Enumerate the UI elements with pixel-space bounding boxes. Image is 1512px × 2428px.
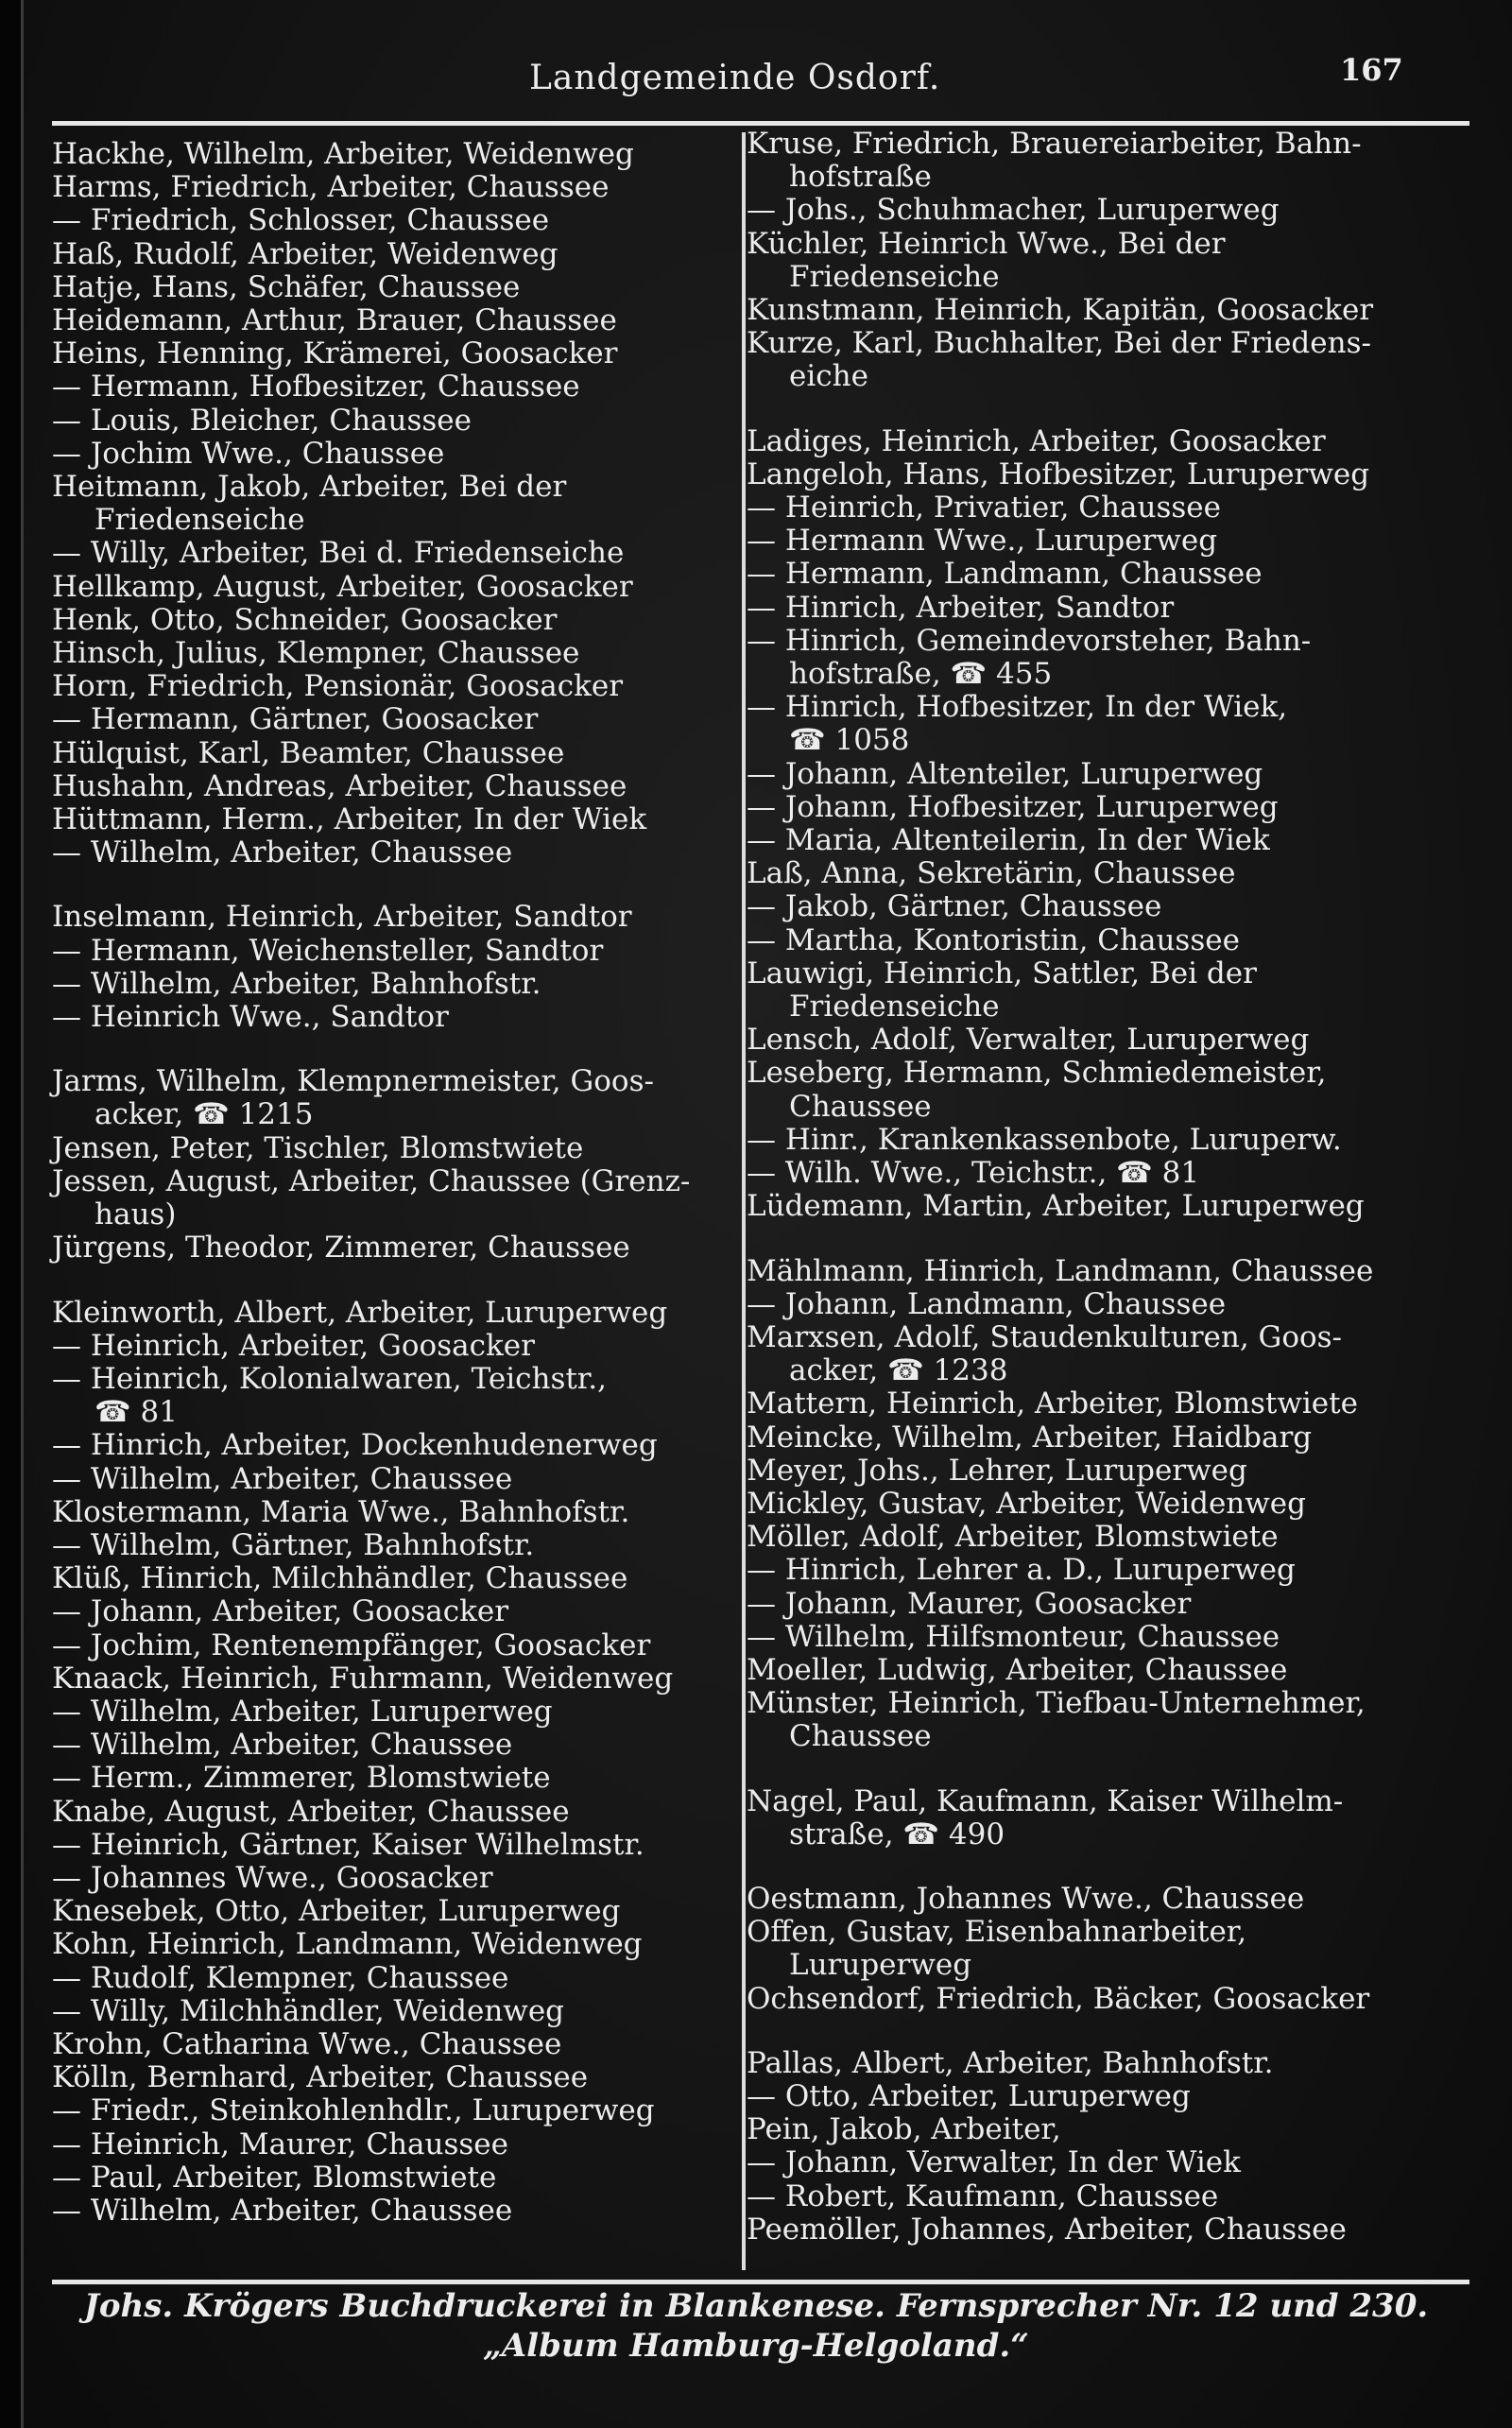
directory-entry: Lüdemann, Martin, Arbeiter, Luruperweg	[747, 1189, 1365, 1224]
page-number: 167	[1340, 52, 1403, 88]
directory-entry: — Hermann, Landmann, Chaussee	[747, 557, 1263, 592]
directory-entry: — Robert, Kaufmann, Chaussee	[747, 2178, 1219, 2213]
directory-entry: — Johann, Maurer, Goosacker	[747, 1586, 1192, 1621]
directory-entry: Mählmann, Hinrich, Landmann, Chaussee	[747, 1253, 1374, 1288]
directory-entry: — Heinrich, Maurer, Chaussee	[52, 2127, 508, 2161]
directory-entry: — Friedrich, Schlosser, Chaussee	[52, 203, 550, 238]
directory-entry: Münster, Heinrich, Tiefbau-Unternehmer,	[747, 1686, 1366, 1721]
directory-entry: — Jochim, Rentenempfänger, Goosacker	[52, 1627, 651, 1662]
directory-entry: Kölln, Bernhard, Arbeiter, Chaussee	[52, 2060, 589, 2095]
directory-entry: — Willy, Arbeiter, Bei d. Friedenseiche	[52, 536, 625, 571]
directory-entry: Kleinworth, Albert, Arbeiter, Luruperweg	[52, 1295, 668, 1330]
directory-entry: — Wilhelm, Arbeiter, Bahnhofstr.	[52, 966, 541, 1001]
directory-entry: hofstraße	[789, 160, 932, 195]
directory-entry: Klüß, Hinrich, Milchhändler, Chaussee	[52, 1561, 628, 1596]
directory-entry: Ladiges, Heinrich, Arbeiter, Goosacker	[747, 423, 1326, 458]
directory-entry: Hushahn, Andreas, Arbeiter, Chaussee	[52, 768, 627, 803]
directory-entry: — Hermann, Weichensteller, Sandtor	[52, 933, 604, 968]
directory-entry: — Jakob, Gärtner, Chaussee	[747, 889, 1162, 924]
directory-entry: — Hermann Wwe., Luruperweg	[747, 524, 1218, 559]
directory-entry: Mickley, Gustav, Arbeiter, Weidenweg	[747, 1486, 1306, 1521]
directory-entry: — Herm., Zimmerer, Blomstwiete	[52, 1761, 551, 1796]
directory-entry: Lensch, Adolf, Verwalter, Luruperweg	[747, 1023, 1310, 1058]
directory-entry: — Wilhelm, Gärtner, Bahnhofstr.	[52, 1527, 535, 1562]
directory-entry: Hatje, Hans, Schäfer, Chaussee	[52, 269, 521, 304]
directory-entry: Leseberg, Hermann, Schmiedemeister,	[747, 1056, 1327, 1091]
footer-album: „Album Hamburg-Helgoland.“	[483, 2327, 1029, 2365]
directory-entry: Harms, Friedrich, Arbeiter, Chaussee	[52, 170, 610, 205]
directory-entry: Möller, Adolf, Arbeiter, Blomstwiete	[747, 1520, 1279, 1555]
directory-entry: — Maria, Altenteilerin, In der Wiek	[747, 823, 1270, 858]
directory-entry: — Hermann, Gärtner, Goosacker	[52, 702, 539, 737]
directory-entry: ☎ 1058	[789, 723, 910, 758]
directory-entry: Kurze, Karl, Buchhalter, Bei der Friedens-	[747, 326, 1371, 361]
directory-entry: Jürgens, Theodor, Zimmerer, Chaussee	[52, 1231, 630, 1266]
directory-entry: Friedenseiche	[94, 503, 305, 538]
directory-entry: — Jochim Wwe., Chaussee	[52, 436, 445, 471]
directory-entry: — Otto, Arbeiter, Luruperweg	[747, 2078, 1191, 2113]
directory-entry: Pallas, Albert, Arbeiter, Bahnhofstr.	[747, 2045, 1274, 2080]
directory-entry: Kunstmann, Heinrich, Kapitän, Goosacker	[747, 293, 1374, 328]
directory-entry: — Johannes Wwe., Goosacker	[52, 1860, 493, 1895]
directory-entry: — Johann, Landmann, Chaussee	[747, 1286, 1227, 1321]
directory-entry: — Heinrich, Kolonialwaren, Teichstr.,	[52, 1361, 607, 1396]
directory-entry: Chaussee	[789, 1089, 932, 1124]
directory-entry: haus)	[94, 1197, 177, 1232]
directory-entry: Ochsendorf, Friedrich, Bäcker, Goosacker	[747, 1981, 1370, 2016]
directory-entry: — Hinrich, Arbeiter, Sandtor	[747, 590, 1175, 625]
directory-entry: straße, ☎ 490	[789, 1817, 1005, 1851]
directory-entry: — Wilh. Wwe., Teichstr., ☎ 81	[747, 1156, 1200, 1191]
directory-entry: Oestmann, Johannes Wwe., Chaussee	[747, 1881, 1305, 1916]
column-divider	[742, 132, 746, 2270]
directory-entry: — Paul, Arbeiter, Blomstwiete	[52, 2160, 497, 2195]
directory-entry: — Johann, Altenteiler, Luruperweg	[747, 756, 1263, 791]
directory-entry: — Wilhelm, Arbeiter, Chaussee	[52, 835, 513, 870]
directory-entry: — Hinr., Krankenkassenbote, Luruperw.	[747, 1122, 1342, 1157]
directory-entry: eiche	[789, 359, 868, 394]
directory-entry: Laß, Anna, Sekretärin, Chaussee	[747, 856, 1236, 891]
directory-entry: — Wilhelm, Arbeiter, Chaussee	[52, 2193, 513, 2228]
directory-entry: Hackhe, Wilhelm, Arbeiter, Weidenweg	[52, 137, 634, 171]
footer-imprint: Johs. Krögers Buchdruckerei in Blankenese. Fernsprecher Nr. 12 und 230.	[83, 2287, 1429, 2325]
directory-entry: — Friedr., Steinkohlenhdlr., Luruperweg	[52, 2093, 655, 2128]
directory-entry: Hülquist, Karl, Beamter, Chaussee	[52, 735, 565, 770]
directory-entry: Mattern, Heinrich, Arbeiter, Blomstwiete	[747, 1386, 1358, 1421]
directory-entry: — Heinrich Wwe., Sandtor	[52, 1000, 449, 1035]
directory-entry: Jessen, August, Arbeiter, Chaussee (Grenz-	[52, 1163, 691, 1198]
directory-entry: — Heinrich, Arbeiter, Goosacker	[52, 1328, 535, 1363]
directory-entry: — Hinrich, Lehrer a. D., Luruperweg	[747, 1553, 1296, 1588]
directory-entry: — Heinrich, Privatier, Chaussee	[747, 491, 1221, 525]
page-edge	[0, 0, 24, 2428]
directory-entry: Heidemann, Arthur, Brauer, Chaussee	[52, 303, 617, 338]
directory-entry: Chaussee	[789, 1719, 932, 1754]
directory-entry: Lauwigi, Heinrich, Sattler, Bei der	[747, 956, 1257, 990]
directory-entry: Jensen, Peter, Tischler, Blomstwiete	[52, 1130, 584, 1165]
directory-entry: — Wilhelm, Arbeiter, Chaussee	[52, 1461, 513, 1496]
directory-entry: acker, ☎ 1215	[94, 1097, 314, 1132]
directory-entry: Langeloh, Hans, Hofbesitzer, Luruperweg	[747, 456, 1370, 491]
directory-entry: — Rudolf, Klempner, Chaussee	[52, 1960, 509, 1995]
directory-entry: Offen, Gustav, Eisenbahnarbeiter,	[747, 1915, 1247, 1950]
directory-entry: Hüttmann, Herm., Arbeiter, In der Wiek	[52, 802, 647, 837]
directory-entry: Marxsen, Adolf, Staudenkulturen, Goos-	[747, 1319, 1343, 1354]
directory-entry: — Hermann, Hofbesitzer, Chaussee	[52, 370, 580, 405]
directory-entry: — Martha, Kontoristin, Chaussee	[747, 922, 1240, 957]
directory-entry: — Willy, Milchhändler, Weidenweg	[52, 1993, 565, 2028]
directory-entry: — Hinrich, Arbeiter, Dockenhudenerweg	[52, 1428, 658, 1463]
directory-entry: Hellkamp, August, Arbeiter, Goosacker	[52, 569, 633, 604]
page-header-title: Landgemeinde Osdorf.	[529, 59, 941, 97]
directory-entry: Kohn, Heinrich, Landmann, Weidenweg	[52, 1927, 643, 1962]
directory-entry: Pein, Jakob, Arbeiter,	[747, 2112, 1061, 2147]
directory-entry: Friedenseiche	[789, 990, 1000, 1025]
directory-entry: Friedenseiche	[789, 259, 1000, 294]
directory-entry: — Johann, Verwalter, In der Wiek	[747, 2145, 1241, 2180]
directory-entry: — Hinrich, Gemeindevorsteher, Bahn-	[747, 623, 1312, 658]
directory-entry: Peemöller, Johannes, Arbeiter, Chaussee	[747, 2212, 1347, 2247]
directory-entry: — Johann, Hofbesitzer, Luruperweg	[747, 789, 1279, 824]
directory-entry: Meincke, Wilhelm, Arbeiter, Haidbarg	[747, 1420, 1313, 1455]
directory-entry: hofstraße, ☎ 455	[789, 657, 1053, 692]
directory-entry: ☎ 81	[94, 1395, 178, 1430]
directory-entry: Knesebek, Otto, Arbeiter, Luruperweg	[52, 1894, 621, 1929]
directory-entry: — Wilhelm, Arbeiter, Chaussee	[52, 1728, 513, 1763]
directory-entry: Moeller, Ludwig, Arbeiter, Chaussee	[747, 1652, 1288, 1687]
directory-entry: Luruperweg	[789, 1948, 972, 1983]
header-rule	[52, 121, 1469, 126]
directory-entry: Knabe, August, Arbeiter, Chaussee	[52, 1794, 570, 1829]
directory-entry: — Johs., Schuhmacher, Luruperweg	[747, 193, 1280, 228]
directory-entry: Henk, Otto, Schneider, Goosacker	[52, 602, 558, 637]
directory-entry: Nagel, Paul, Kaufmann, Kaiser Wilhelm-	[747, 1783, 1344, 1818]
directory-entry: Haß, Rudolf, Arbeiter, Weidenweg	[52, 236, 558, 271]
directory-entry: Klostermann, Maria Wwe., Bahnhofstr.	[52, 1494, 630, 1529]
directory-entry: Heins, Henning, Krämerei, Goosacker	[52, 336, 618, 371]
directory-entry: Küchler, Heinrich Wwe., Bei der	[747, 226, 1226, 261]
directory-entry: Heitmann, Jakob, Arbeiter, Bei der	[52, 470, 567, 505]
directory-entry: acker, ☎ 1238	[789, 1353, 1008, 1388]
right-column	[747, 128, 1465, 2247]
directory-entry: Knaack, Heinrich, Fuhrmann, Weidenweg	[52, 1661, 674, 1696]
directory-entry: Kruse, Friedrich, Brauereiarbeiter, Bahn-	[747, 127, 1362, 161]
directory-entry: — Heinrich, Gärtner, Kaiser Wilhelmstr.	[52, 1827, 644, 1862]
directory-entry: Hinsch, Julius, Klempner, Chaussee	[52, 636, 580, 671]
footer-rule	[52, 2280, 1469, 2284]
directory-entry: — Johann, Arbeiter, Goosacker	[52, 1594, 509, 1629]
directory-entry: — Wilhelm, Hilfsmonteur, Chaussee	[747, 1619, 1280, 1654]
directory-entry: — Hinrich, Hofbesitzer, In der Wiek,	[747, 690, 1288, 725]
directory-entry: Krohn, Catharina Wwe., Chaussee	[52, 2026, 562, 2061]
left-column	[52, 138, 732, 2228]
directory-entry: Jarms, Wilhelm, Klempnermeister, Goos-	[52, 1064, 654, 1099]
directory-entry: Horn, Friedrich, Pensionär, Goosacker	[52, 669, 624, 704]
directory-entry: — Louis, Bleicher, Chaussee	[52, 403, 472, 438]
directory-entry: Inselmann, Heinrich, Arbeiter, Sandtor	[52, 900, 632, 935]
directory-entry: — Wilhelm, Arbeiter, Luruperweg	[52, 1694, 553, 1729]
directory-entry: Meyer, Johs., Lehrer, Luruperweg	[747, 1453, 1247, 1488]
